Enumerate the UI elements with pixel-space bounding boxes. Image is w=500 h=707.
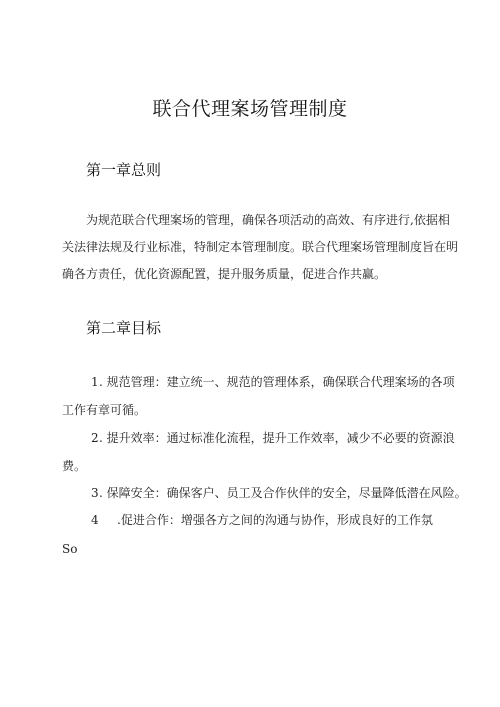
list-item-line: 工作有章可循。	[62, 403, 147, 417]
list-item-line: So	[62, 542, 78, 556]
paragraph-line: 关法律法规及行业标准，特制定本管理制度。联合代理案场管理制度旨在明	[62, 240, 459, 254]
paragraph-line: 确各方责任，优化资源配置，提升服务质量，促进合作共赢。	[62, 267, 387, 281]
list-item-line: . 规范管理：建立统一、规范的管理体系，确保联合代理案场的各项	[99, 375, 455, 389]
list-item-number: 3	[91, 486, 99, 500]
list-item-line: .促进合作：增强各方之间的沟通与协作，形成良好的工作氛	[117, 513, 433, 527]
document-title: 联合代理案场管理制度	[152, 98, 348, 120]
list-item-line: . 提升效率：通过标准化流程，提升工作效率，减少不必要的资源浪	[99, 431, 455, 445]
list-item-line: . 保障安全：确保客户、员工及合作伙伴的安全，尽量降低潜在风险。	[99, 486, 467, 500]
chapter-heading-general: 第一章总则	[86, 161, 162, 179]
list-item-line: 费。	[62, 459, 87, 473]
chapter-heading-goals: 第二章目标	[86, 319, 162, 337]
list-item-number: 2	[91, 431, 99, 445]
list-item-number: 4	[91, 513, 99, 527]
list-item-number: 1	[91, 375, 99, 389]
paragraph-line: 为规范联合代理案场的管理，确保各项活动的高效、有序进行,依据相	[86, 213, 450, 227]
